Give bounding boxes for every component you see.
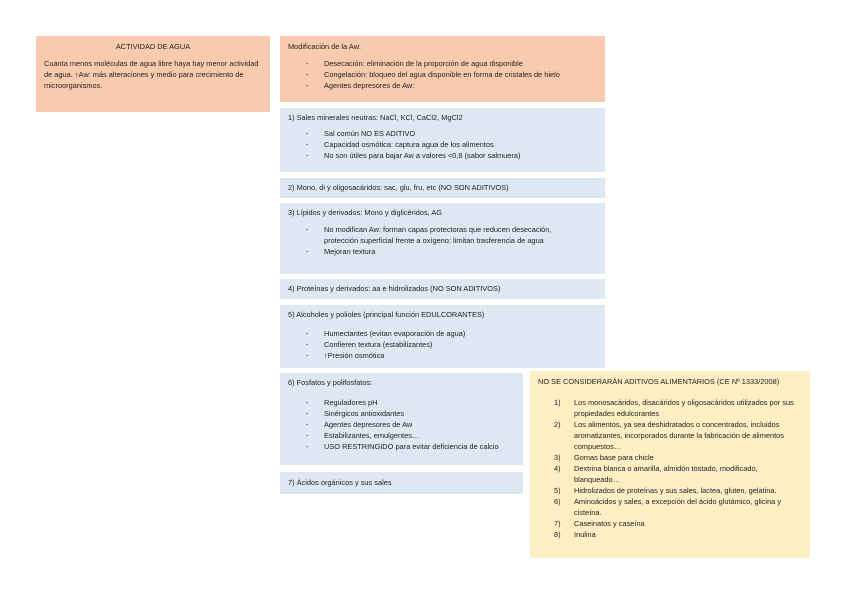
list-item: - USO RESTRINGIDO para evitar deficiencia de calcio bbox=[306, 441, 515, 452]
item-number: 7) bbox=[554, 519, 561, 528]
no-aditivos-box bbox=[530, 371, 810, 558]
lipidos-title: 3) Lípidos y derivados: Mono y diglicéridos, AG bbox=[288, 208, 443, 217]
item-text: Hidrolizados de proteínas y sus sales, lactea, gluten, gelatina. bbox=[574, 486, 777, 495]
proteinas-box bbox=[280, 279, 605, 299]
list-item bbox=[554, 452, 802, 463]
list-item: - Reguladores pH bbox=[306, 397, 515, 408]
item-text: Inulina bbox=[574, 530, 596, 539]
list-item: - Sinérgicos antioxidantes bbox=[306, 408, 515, 419]
actividad-agua-title: ACTIVIDAD DE AGUA bbox=[115, 42, 191, 51]
list-item: - ↑Presión osmótica bbox=[306, 350, 597, 361]
sales-list bbox=[288, 128, 597, 161]
modificacion-box bbox=[280, 36, 605, 102]
item-number: 5) bbox=[554, 486, 561, 495]
list-item: - Desecación: eliminación de la proporción de agua disponible bbox=[306, 58, 597, 69]
list-item bbox=[554, 496, 802, 518]
modificacion-title: Modificación de la Aw: bbox=[288, 42, 361, 51]
no-aditivos-list bbox=[538, 397, 802, 540]
list-item bbox=[554, 518, 802, 529]
sales-box bbox=[280, 108, 605, 172]
sales-title: 1) Sales minerales neutras: NaCl, KCl, CaCl2, MgCl2 bbox=[288, 113, 463, 122]
item-text: Aminoácidos y sales, a excepción del ácido glutámico, glicina y cisteína. bbox=[574, 497, 782, 517]
list-item: - Estabilizantes, emulgentes… bbox=[306, 430, 515, 441]
item-text: Dextrina blanca o amarilla, almidón tostado, modificado, blanqueado… bbox=[574, 464, 758, 484]
acidos-box bbox=[280, 472, 523, 494]
item-text: Los monosacáridos, disacáridos y oligosacáridos utilizados por sus propiedades edulcorantes bbox=[574, 398, 794, 418]
item-number: 4) bbox=[554, 464, 561, 473]
mono-box bbox=[280, 178, 605, 198]
list-item bbox=[554, 485, 802, 496]
item-number: 6) bbox=[554, 497, 561, 506]
list-item bbox=[554, 529, 802, 540]
list-item: - Congelación: bloqueo del agua disponible en forma de cristales de hielo bbox=[306, 69, 597, 80]
list-item: - Capacidad osmótica: captura agua de los alimentos bbox=[306, 139, 597, 150]
list-item: - Confieren textura (estabilizantes) bbox=[306, 339, 597, 350]
item-text: Gomas base para chicle bbox=[574, 453, 654, 462]
modificacion-list bbox=[288, 58, 597, 91]
no-aditivos-title: NO SE CONSIDERARÁN ADITIVOS ALIMENTARIOS (CE Nº 1333/2008) bbox=[538, 377, 780, 386]
item-text: Los alimentos, ya sea deshidratados o concentrados, incluidos aromatizantes, incorporados durante la fabricación de alimentos compuestos… bbox=[574, 420, 784, 451]
fosfatos-box bbox=[280, 373, 523, 465]
lipidos-list bbox=[288, 224, 597, 257]
proteinas-title: 4) Proteínas y derivados: aa e hidrolizados (NO SON ADITIVOS) bbox=[288, 284, 501, 293]
item-number: 1) bbox=[554, 398, 561, 407]
item-text: Caseinatos y caseína bbox=[574, 519, 645, 528]
list-item bbox=[554, 463, 802, 485]
lipidos-box bbox=[280, 203, 605, 274]
list-item: - Agentes depresores de Aw: bbox=[306, 80, 597, 91]
list-item: - Humectantes (evitan evaporación de agua) bbox=[306, 328, 597, 339]
acidos-title: 7) Ácidos orgánicos y sus sales bbox=[288, 478, 392, 487]
list-item bbox=[554, 397, 802, 419]
list-item: - No son útiles para bajar Aw a valores <0,8 (sabor salmuera) bbox=[306, 150, 597, 161]
fosfatos-title: 6) Fosfatos y polifosfatos: bbox=[288, 378, 373, 387]
alcoholes-box bbox=[280, 305, 605, 368]
item-number: 2) bbox=[554, 420, 561, 429]
list-item: - Sal común NO ES ADITIVO bbox=[306, 128, 597, 139]
fosfatos-list bbox=[288, 397, 515, 452]
mono-title: 2) Mono, di y oligosacáridos: sac, glu, fru, etc (NO SON ADITIVOS) bbox=[288, 183, 509, 192]
actividad-agua-text: Cuanta menos moléculas de agua libre haya hay menor actividad de agua. ↑Aw: más alteraciones y medio para crecimiento de microorganismos. bbox=[44, 59, 259, 90]
item-number: 8) bbox=[554, 530, 561, 539]
item-number: 3) bbox=[554, 453, 561, 462]
list-item: - Mejoran textura bbox=[306, 246, 557, 257]
actividad-agua-box bbox=[36, 36, 270, 112]
list-item: - No modifican Aw: forman capas protectoras que reducen desecación, protección superficial frente a oxígeno: limitan trasferencia de agua bbox=[306, 224, 557, 246]
alcoholes-list bbox=[288, 328, 597, 361]
list-item: - Agentes depresores de Aw bbox=[306, 419, 515, 430]
list-item bbox=[554, 419, 802, 452]
alcoholes-title: 5) Alcoholes y polioles (principal función EDULCORANTES) bbox=[288, 310, 485, 319]
